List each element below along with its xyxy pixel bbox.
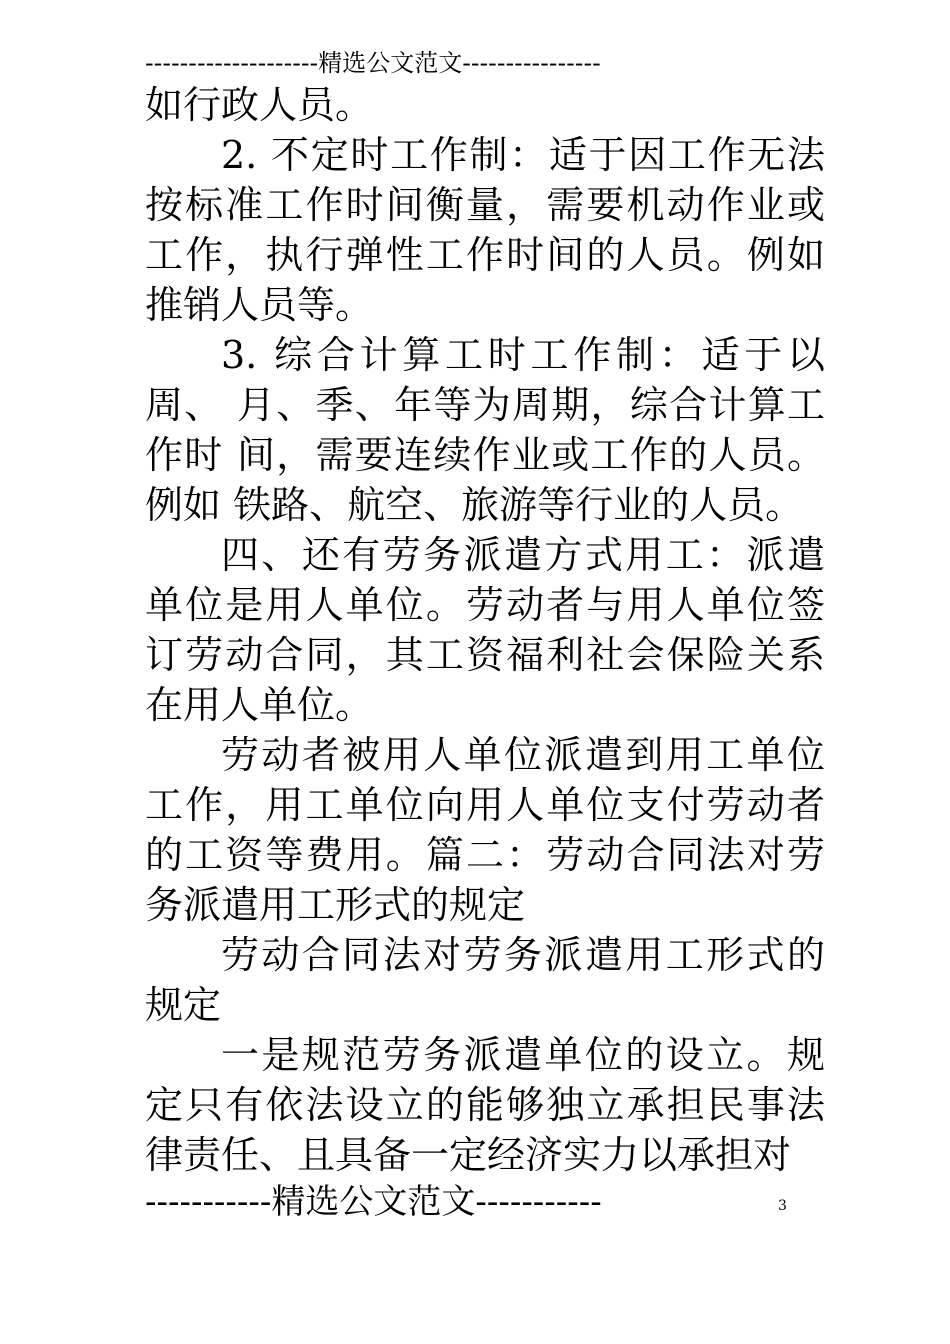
paragraph-flexible-hours: 2. 不定时工作制：适于因工作无法按标准工作时间衡量，需要机动作业或工作，执行弹性工作时间的人员。例如推销人员等。 [145, 133, 825, 327]
paragraph-labor-dispatch: 四、还有劳务派遣方式用工：派遣单位是用人单位。劳动者与用人单位签订劳动合同，其工资福利社会保险关系在用人单位。 [145, 533, 825, 727]
page-footer: -----------精选公文范文----------- [145, 1182, 602, 1222]
paragraph-section-title: 劳动合同法对劳务派遣用工形式的规定 [145, 933, 825, 1027]
paragraph-comprehensive-hours: 3. 综合计算工时工作制：适于以周、 月、季、年等为周期，综合计算工作时 间，需要连续作业或工作的人员。例如 铁路、航空、旅游等行业的人员。 [145, 333, 825, 527]
page-header: --------------------精选公文范文---------------- [145, 49, 601, 77]
page-number: 3 [778, 1198, 787, 1214]
document-body [145, 80, 825, 1180]
paragraph-dispatch-payment: 劳动者被用人单位派遣到用工单位工作，用工单位向用人单位支付劳动者的工资等费用。篇二：劳动合同法对劳务派遣用工形式的规定 [145, 733, 825, 927]
paragraph-continuation: 如行政人员。 [145, 83, 374, 127]
paragraph-dispatch-establishment: 一是规范劳务派遣单位的设立。规定只有依法设立的能够独立承担民事法律责任、且具备一定经济实力以承担对 [145, 1033, 825, 1177]
